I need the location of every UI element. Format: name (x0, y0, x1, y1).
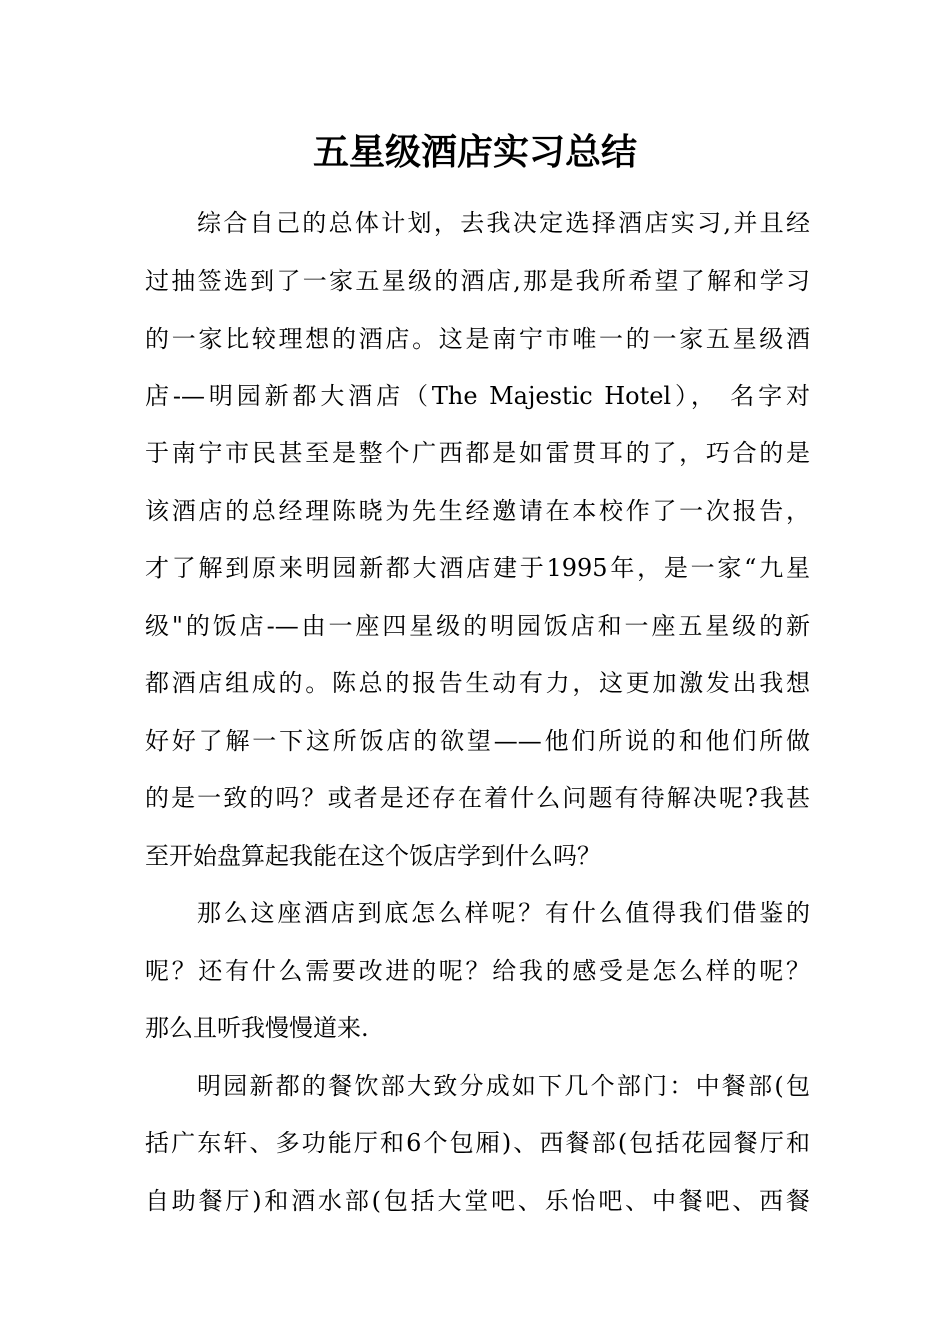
paragraph-1-line-5: 于南宁市民甚至是整个广西都是如雷贯耳的了，巧合的是 (145, 439, 810, 467)
paragraph-2-line-3: 那么且听我慢慢道来. (145, 1014, 369, 1042)
paragraph-1-line-3: 的一家比较理想的酒店。这是南宁市唯一的一家五星级酒 (145, 325, 810, 353)
paragraph-3-line-2: 括广东轩、多功能厅和6个包厢)、西餐部(包括花园餐厅和 (145, 1129, 810, 1157)
paragraph-3-line-3: 自助餐厅)和酒水部(包括大堂吧、乐怡吧、中餐吧、西餐 (145, 1187, 810, 1215)
paragraph-1-line-10: 好好了解一下这所饭店的欲望——他们所说的和他们所做 (145, 727, 810, 755)
paragraph-1-line-11: 的是一致的吗？或者是还存在着什么问题有待解决呢?我甚 (145, 784, 810, 812)
paragraph-1-line-8: 级"的饭店-—由一座四星级的明园饭店和一座五星级的新 (145, 612, 810, 640)
paragraph-1-line-6: 该酒店的总经理陈晓为先生经邀请在本校作了一次报告， (145, 497, 810, 525)
paragraph-3-line-1: 明园新都的餐饮部大致分成如下几个部门：中餐部(包 (197, 1072, 810, 1100)
paragraph-2-line-2: 呢？还有什么需要改进的呢？给我的感受是怎么样的呢？ (145, 957, 810, 985)
paragraph-1-line-7: 才了解到原来明园新都大酒店建于1995年，是一家“九星 (145, 554, 810, 582)
paragraph-1-line-9: 都酒店组成的。陈总的报告生动有力，这更加激发出我想 (145, 669, 810, 697)
paragraph-1-line-12: 至开始盘算起我能在这个饭店学到什么吗？ (145, 842, 601, 870)
paragraph-1-line-2: 过抽签选到了一家五星级的酒店,那是我所希望了解和学习 (145, 267, 810, 295)
paragraph-1-line-1: 综合自己的总体计划，去我决定选择酒店实习,并且经 (197, 209, 810, 237)
paragraph-1-line-4: 店-—明园新都大酒店（The Majestic Hotel）， 名字对 (145, 382, 810, 410)
paragraph-2-line-1: 那么这座酒店到底怎么样呢？有什么值得我们借鉴的 (197, 899, 810, 927)
document-title: 五星级酒店实习总结 (312, 131, 637, 173)
